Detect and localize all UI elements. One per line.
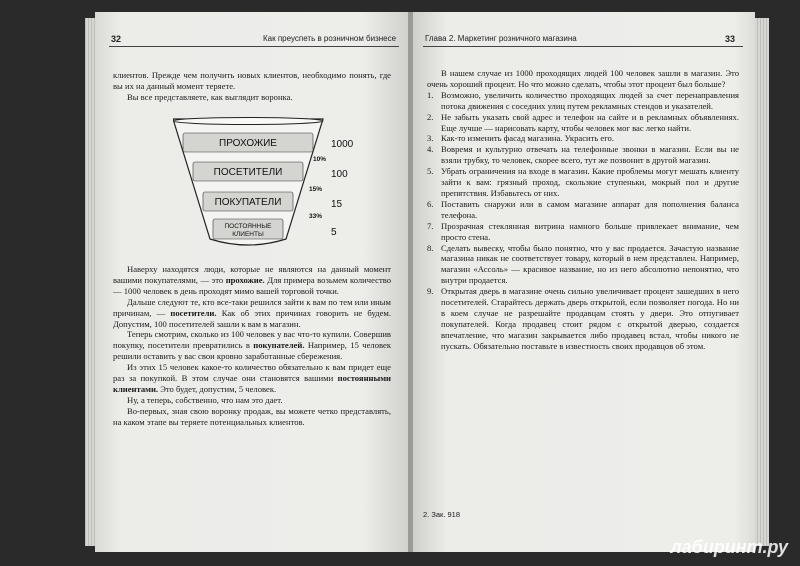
page-number-right: 33 xyxy=(725,34,736,44)
left-text-top xyxy=(113,70,391,103)
running-head-right: Глава 2. Маркетинг розничного магазина xyxy=(425,34,577,43)
paragraph: Наверху находятся люди, которые не являются на данный момент вашими покупателями, — это прохожие. Для примера возьмем количество — 1000 человек в день проходят мимо вашей торговой точки. xyxy=(113,264,391,296)
funnel-label: КЛИЕНТЫ xyxy=(232,231,264,238)
funnel-label: ПОСТОЯННЫЕ xyxy=(224,223,272,230)
open-book xyxy=(95,12,755,552)
funnel-percent: 33% xyxy=(309,213,323,220)
paragraph: В нашем случае из 1000 проходящих людей 100 человек зашли в магазин. Это очень хороший процент. Но что можно сделать, чтобы этот процент был больше? xyxy=(427,68,739,89)
paragraph: клиентов. Прежде чем получить новых клиентов, необходимо понять, где вы их на данный момент теряете. xyxy=(113,70,391,91)
left-text-body xyxy=(113,264,391,428)
watermark: лабиринт.ру xyxy=(670,537,788,557)
list-item: 2. Не забыть указать свой адрес и телефон на сайте и в рекламных объявлениях. Еще лучше — нарисовать карту, чтобы человек мог вас легко найти. xyxy=(427,111,739,133)
funnel-value: 100 xyxy=(331,169,348,180)
funnel-percent: 15% xyxy=(309,186,323,193)
page-number-left: 32 xyxy=(111,34,122,44)
funnel-label: ПРОХОЖИЕ xyxy=(219,138,277,149)
running-head-left: Как преуспеть в розничном бизнесе xyxy=(263,34,397,43)
list-item: 1. Возможно, увеличить количество проходящих людей за счет перенаправления потока движения с соседних улиц путем рекламных стендов и указателей. xyxy=(427,89,739,111)
funnel-value: 1000 xyxy=(331,139,354,150)
print-signature: 2. Зак. 918 xyxy=(423,510,461,519)
header-rule-left xyxy=(109,46,399,47)
list-item: 3. Как-то изменить фасад магазина. Украсить его. xyxy=(427,133,614,144)
paragraph: Дальше следуют те, кто все-таки решился зайти к вам по тем или иным причинам, — посетители. Как об этих причинах говорить не будем. Допустим, 100 посетителей зашли к вам в магазин. xyxy=(113,296,392,329)
right-text xyxy=(427,68,739,352)
list-item: 5. Убрать ограничения на входе в магазин. Какие проблемы могут мешать клиенту зайти к вам: грязный проход, скользкие ступеньки, мокрый пол и другие препятствия. Избавьтесь от них. xyxy=(427,166,739,198)
paragraph: Ну, а теперь, собственно, что нам это дает. xyxy=(127,394,283,405)
right-page-edges xyxy=(755,18,769,546)
paragraph: Вы все представляете, как выглядит воронка. xyxy=(127,91,293,102)
list-item: 8. Сделать вывеску, чтобы было понятно, что у вас продается. Зачастую название магазина никак не соответствует товару, который в нем представлен. Например, магазин «Ассоль» — красивое название, но из него абсолютно непонятно, что внутри продается. xyxy=(427,242,739,286)
paragraph: Из этих 15 человек какое-то количество обязательно к вам придет еще раз за покупкой. В этом случае они становятся вашими постоянными клиентами. Это будет, допустим, 5 человек. xyxy=(113,362,391,394)
funnel-label: ПОКУПАТЕЛИ xyxy=(214,197,282,208)
left-page-edges xyxy=(85,18,95,546)
funnel-label: ПОСЕТИТЕЛИ xyxy=(213,167,283,178)
paragraph: Теперь смотрим, сколько из 100 человек у вас что-то купили. Совершив покупку, посетители превратились в покупателей. Например, 15 человек решили оставить у вас свои кровно заработанные сбережения. xyxy=(113,329,391,362)
improvement-list xyxy=(427,90,739,352)
list-item: 9. Открытая дверь в магазине очень сильно увеличивает процент зашедших в него посетителей. Старайтесь держать дверь открытой, если позволяет погода. Но ни в коем случае не разрешайте продавцам стоять у двери. Это отпугивает покупателей. Когда продавец стоит рядом с открытой дверью, создается впечатление, что магазин закрывается либо продавец встал, чтобы никого не пускать. Обязательно поставьте в известность своих продавцов об этом. xyxy=(427,286,739,351)
list-item: 4. Вовремя и культурно отвечать на телефонные звонки в магазин. Если вы не взяли трубку, то человек, скорее всего, тут же позвонит в другой магазин. xyxy=(427,144,739,166)
list-item: 6. Поставить снаружи или в самом магазине аппарат для пополнения баланса телефона. xyxy=(427,198,739,220)
funnel-percent: 10% xyxy=(313,156,327,163)
right-page xyxy=(413,12,755,552)
funnel-value: 15 xyxy=(331,199,343,210)
sales-funnel-diagram xyxy=(173,117,383,252)
left-page xyxy=(95,12,410,552)
funnel-value: 5 xyxy=(331,227,337,238)
paragraph: Во-первых, зная свою воронку продаж, вы можете четко представлять, на каком этапе вы теряете потенциальных клиентов. xyxy=(113,405,391,427)
header-rule-right xyxy=(423,46,743,47)
list-item: 7. Прозрачная стеклянная витрина намного больше привлекает внимание, чем просто стена. xyxy=(427,220,739,242)
